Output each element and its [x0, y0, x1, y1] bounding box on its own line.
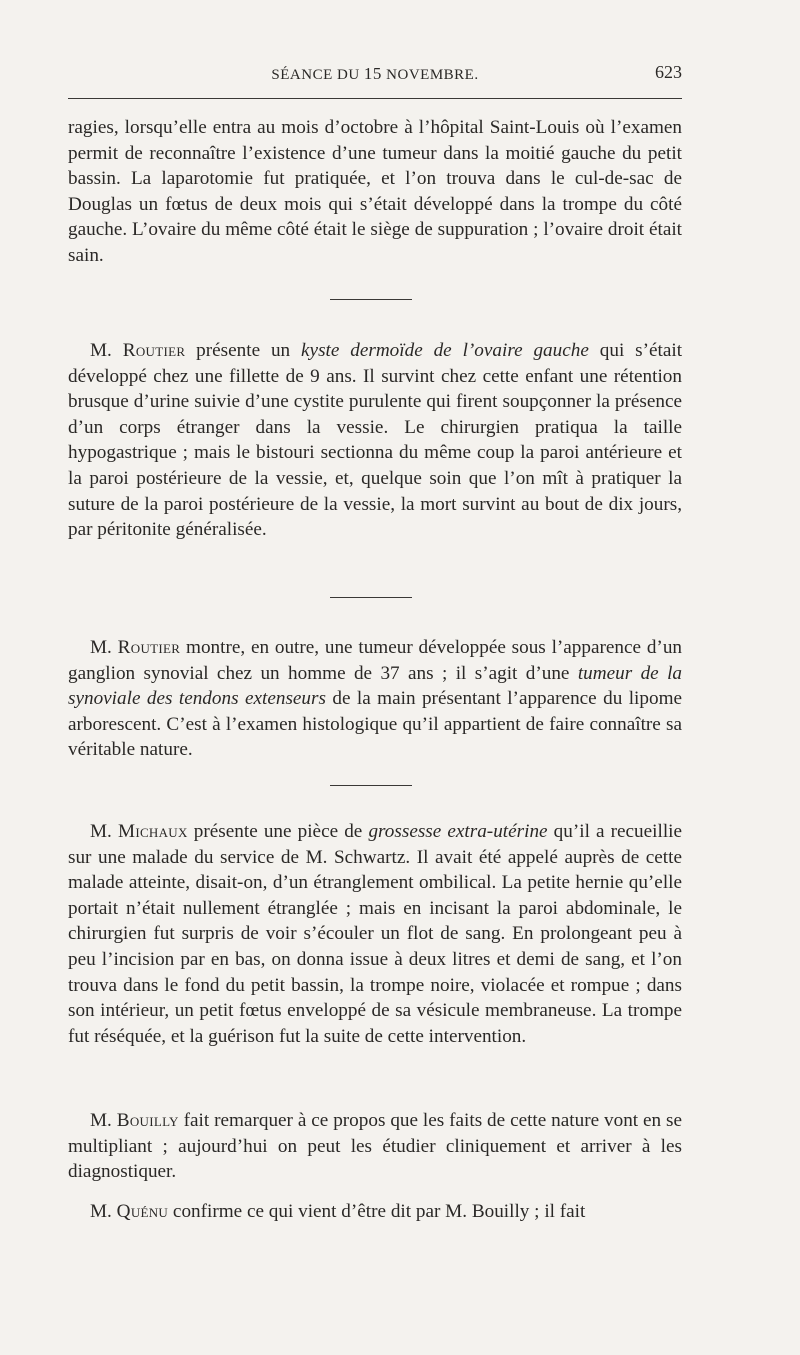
paragraph-3-rest: de la main présentant l’apparence du lipome arborescent. C’est à l’examen histologique qu’il appartient de faire connaître sa véritable nature. [68, 688, 683, 761]
running-title-text: SÉANCE DU [271, 67, 360, 83]
section-divider [330, 785, 412, 786]
speaker-name: Bouilly [116, 1110, 179, 1131]
paragraph-bouilly [68, 1108, 682, 1185]
speaker-title: M. [90, 1110, 112, 1131]
speaker-title: M. [90, 637, 112, 658]
running-title [68, 64, 682, 84]
paragraph-4-rest: qu’il a recueillie sur une malade du service de M. Schwartz. Il avait été appelé auprès de cette malade atteinte, disait-on, d’un étranglement ombilical. La petite hernie qu’elle portait n’était nullement étranglée ; mais en incisant la paroi abdominale, le chirurgien fut surpris de voir s’écouler un flot de sang. En prolongeant peu à peu l’incision par en bas, on donna issue à deux litres et demi de sang, et l’on trouva dans le fond du petit bassin, la trompe noire, violacée et rompue ; dans son intérieur, un petit fœtus enveloppé de sa vésicule membraneuse. La trompe fut réséquée, et la guérison fut la suite de cette intervention. [68, 821, 683, 1047]
paragraph-4-lead: présente une pièce de [193, 821, 363, 842]
speaker-title: M. [90, 340, 112, 361]
paragraph-2-emphasis: kyste dermoïde de l’ovaire gauche [301, 340, 589, 361]
running-title-date-number: 15 [363, 64, 382, 83]
page-number: 623 [655, 62, 682, 82]
section-divider [330, 299, 412, 300]
page-header [68, 60, 682, 90]
paragraph-michaux [68, 819, 682, 1049]
paragraph-routier-tumeur [68, 635, 682, 763]
speaker-name: Michaux [117, 821, 188, 842]
speaker-name: Routier [122, 340, 186, 361]
speaker-name: Routier [117, 637, 181, 658]
paragraph-6-text: confirme ce qui vient d’être dit par M. Bouilly ; il fait [172, 1201, 586, 1222]
paragraph-5-text: fait remarquer à ce propos que les faits de cette nature vont en se multipliant ; aujourd’hui on peut les étudier cliniquement et arriver à les diagnostiquer. [68, 1110, 683, 1183]
paragraph-3-lead: montre, en outre, une tumeur développée sous l’apparence d’un ganglion synovial chez un homme de 37 ans ; il s’agit d’une [68, 637, 683, 684]
paragraph-1-text: ragies, lorsqu’elle entra au mois d’octobre à l’hôpital Saint-Louis où l’examen permit de reconnaître l’existence d’une tumeur dans la moitié gauche du petit bassin. La laparotomie fut pratiquée, et l’on trouva dans le cul-de-sac de Douglas un fœtus de deux mois qui s’était développé dans la trompe du côté gauche. L’ovaire du même côté était le siège de suppuration ; l’ovaire droit était sain. [68, 117, 682, 266]
section-divider [330, 597, 412, 598]
paragraph-continuation [68, 115, 682, 269]
running-title-month: NOVEMBRE. [386, 67, 479, 83]
speaker-title: M. [90, 1201, 112, 1222]
paragraph-3-emphasis: tumeur de la synoviale des tendons extenseurs [68, 662, 683, 710]
speaker-name: Quénu [116, 1201, 169, 1222]
paragraph-2-lead: présente un [196, 340, 291, 361]
paragraph-2-rest: qui s’était développé chez une fillette de 9 ans. Il survint chez cette enfant une rétention brusque d’urine suivie d’une cystite purulente qui firent soupçonner la présence d’un corps étranger dans la vessie. Le chirurgien pratiqua la taille hypogastrique ; mais le bistouri sectionna du même coup la paroi antérieure et la paroi postérieure de la vessie, et, quelque soin que l’on mît à pratiquer la suture de la paroi postérieure de la vessie, la mort survint au bout de dix jours, par péritonite généralisée. [68, 340, 683, 541]
paragraph-routier-kyste [68, 338, 682, 543]
paragraph-quenu [68, 1199, 682, 1225]
paragraph-4-emphasis: grossesse extra-utérine [368, 821, 548, 842]
header-rule [68, 98, 682, 99]
speaker-title: M. [90, 821, 112, 842]
